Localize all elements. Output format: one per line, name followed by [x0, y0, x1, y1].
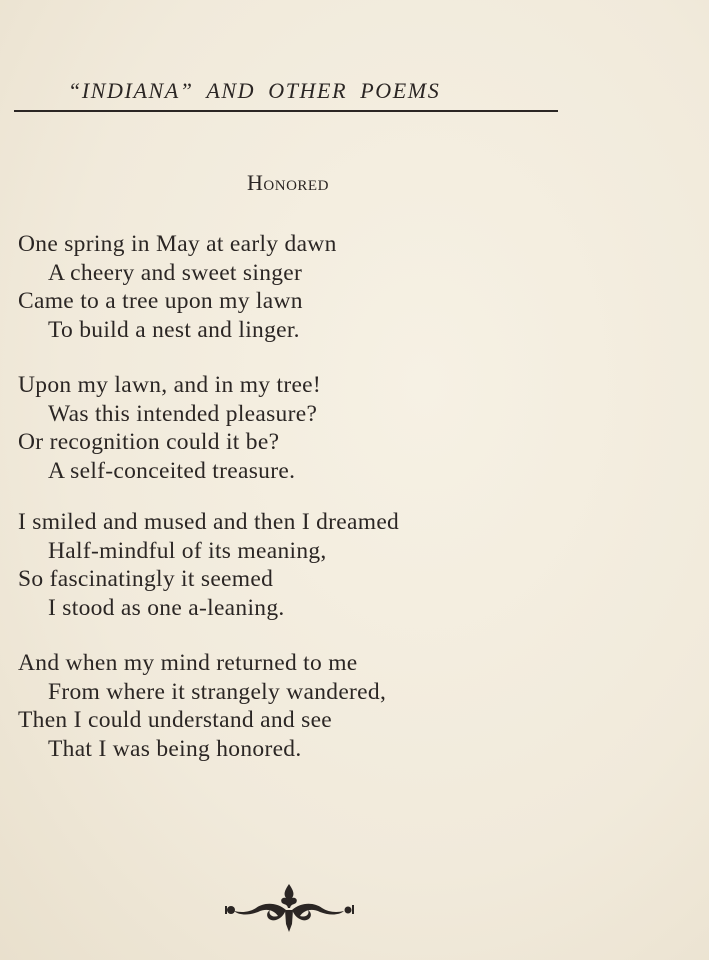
- stanza-2: [18, 371, 321, 485]
- poem-line: Then I could understand and see: [18, 707, 333, 734]
- fleuron-icon: [222, 880, 356, 936]
- poem-line: So fascinatingly it seemed: [18, 566, 274, 593]
- poem-line: And when my mind returned to me: [18, 650, 358, 676]
- poem-line: Upon my lawn, and in my tree!: [18, 372, 322, 398]
- poem-line: To build a nest and linger.: [48, 316, 300, 343]
- poem-line: Was this intended pleasure?: [48, 400, 318, 427]
- running-head: [14, 78, 558, 112]
- stanza-1: [18, 230, 337, 344]
- poem-title: Honored: [247, 170, 329, 195]
- running-head-text: “INDIANA” AND OTHER POEMS: [68, 78, 441, 103]
- poem-line: One spring in May at early dawn: [18, 231, 337, 257]
- poem-line: That I was being honored.: [48, 735, 302, 762]
- poem-line: Came to a tree upon my lawn: [18, 288, 303, 315]
- poem-line: I smiled and mused and then I dreamed: [18, 509, 400, 535]
- poem-line: A self-conceited treasure.: [48, 457, 296, 484]
- poem-line: From where it strangely wandered,: [48, 678, 387, 705]
- poem-line: Half-mindful of its meaning,: [48, 537, 327, 564]
- stanza-4: [18, 649, 386, 763]
- poem-line: I stood as one a-leaning.: [48, 594, 285, 621]
- poem-line: Or recognition could it be?: [18, 429, 280, 456]
- stanza-3: [18, 508, 399, 622]
- poem-line: A cheery and sweet singer: [48, 259, 303, 286]
